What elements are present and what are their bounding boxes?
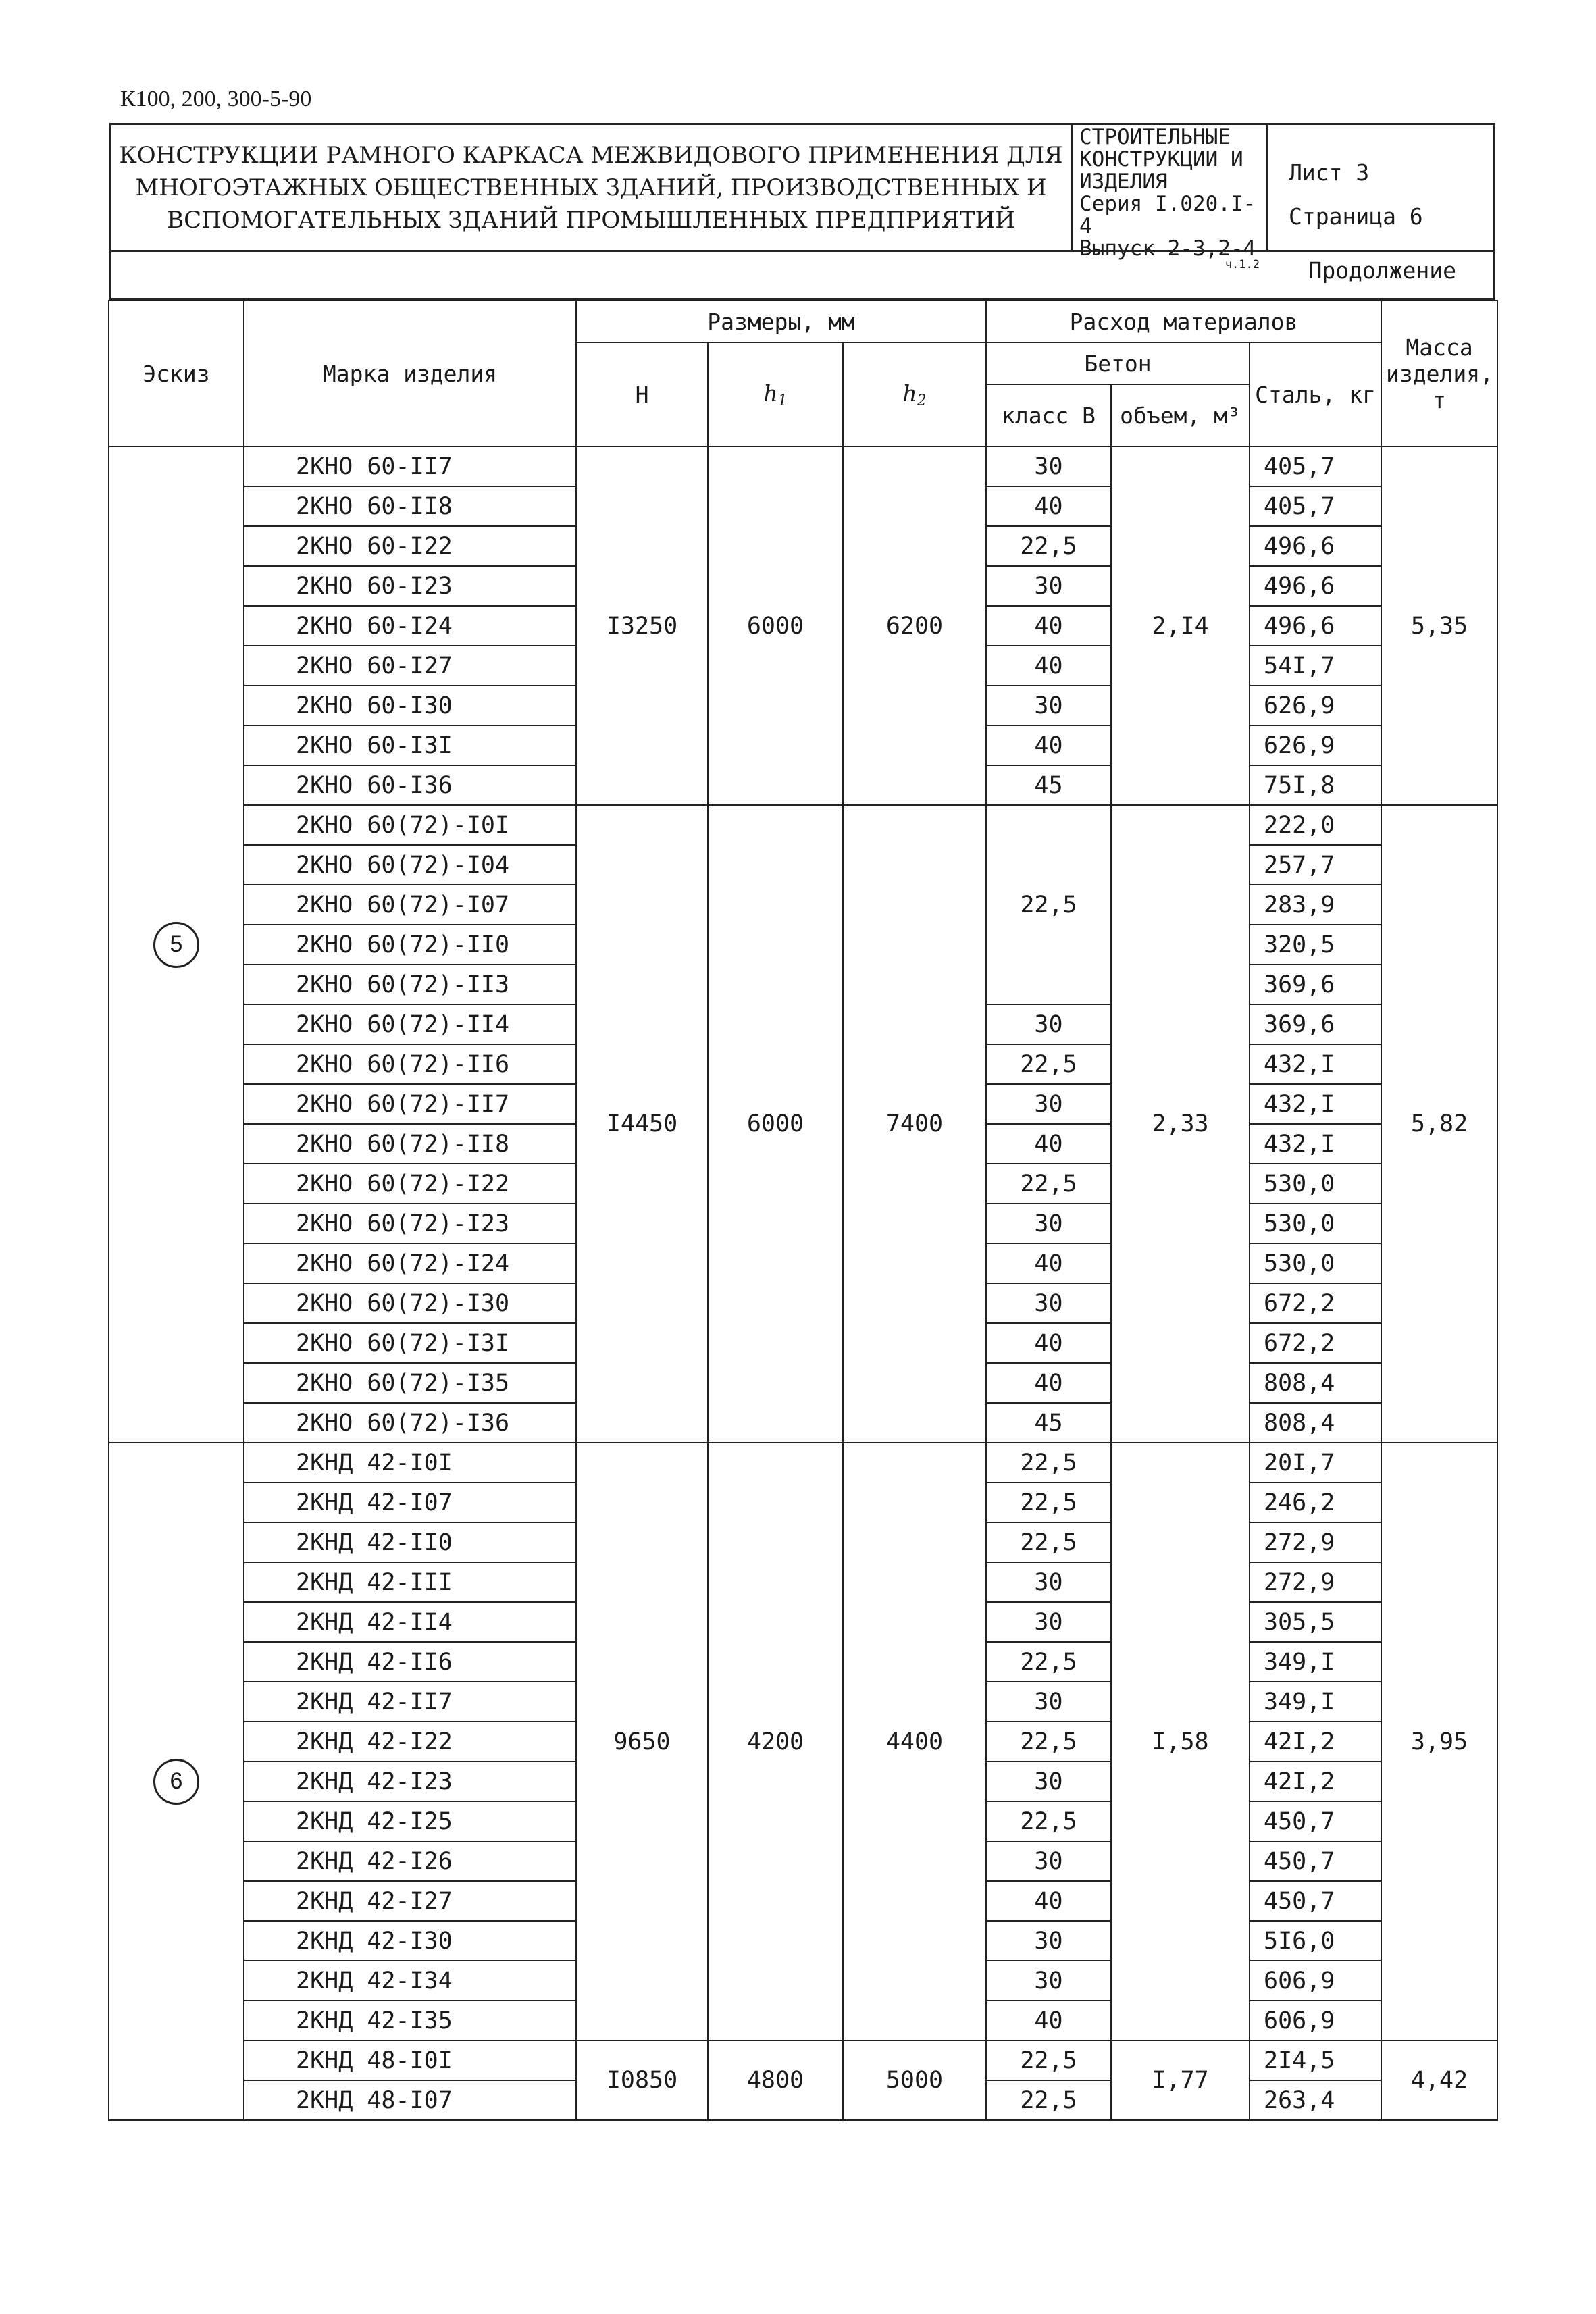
steel-mass: 672,2 (1250, 1323, 1381, 1363)
table-body (109, 446, 1497, 2120)
product-mass: 5,35 (1381, 446, 1497, 805)
product-mark: 2КНО 60(72)-II3 (244, 965, 576, 1004)
product-mark: 2КНД 42-I30 (244, 1921, 576, 1961)
col-mark: Марка изделия (244, 301, 576, 446)
steel-mass: 369,6 (1250, 965, 1381, 1004)
concrete-class: 30 (986, 1961, 1111, 2001)
size-H: 9650 (576, 1443, 708, 2040)
size-H: I3250 (576, 446, 708, 805)
product-mark: 2КНД 42-I34 (244, 1961, 576, 2001)
product-mark: 2КНО 60-I23 (244, 566, 576, 606)
steel-mass: 305,5 (1250, 1602, 1381, 1642)
col-sizes: Размеры, мм (576, 301, 986, 342)
series-line: КОНСТРУКЦИИ И (1079, 147, 1243, 172)
steel-mass: 42I,2 (1250, 1762, 1381, 1801)
concrete-class: 22,5 (986, 1642, 1111, 1682)
col-h2 (843, 342, 986, 446)
concrete-class: 22,5 (986, 1522, 1111, 1562)
product-mark: 2КНО 60(72)-I24 (244, 1243, 576, 1283)
concrete-class: 40 (986, 646, 1111, 686)
title-line: ВСПОМОГАТЕЛЬНЫХ ЗДАНИЙ ПРОМЫШЛЕННЫХ ПРЕДПРИЯТИЙ (167, 206, 1015, 234)
steel-mass: 450,7 (1250, 1841, 1381, 1881)
concrete-class: 40 (986, 606, 1111, 646)
steel-mass: 405,7 (1250, 486, 1381, 526)
concrete-class: 22,5 (986, 2040, 1111, 2080)
concrete-class: 30 (986, 1841, 1111, 1881)
h1-symbol: h (763, 380, 778, 407)
product-mark: 2КНО 60(72)-II0 (244, 925, 576, 965)
steel-mass: 349,I (1250, 1642, 1381, 1682)
steel-mass: 246,2 (1250, 1483, 1381, 1522)
concrete-class: 30 (986, 1004, 1111, 1044)
concrete-class: 30 (986, 1921, 1111, 1961)
steel-mass: 42I,2 (1250, 1722, 1381, 1762)
product-mark: 2КНО 60(72)-I04 (244, 845, 576, 885)
specification-table (108, 300, 1498, 2121)
continuation-row (111, 250, 1493, 300)
concrete-class: 22,5 (986, 1443, 1111, 1483)
concrete-class: 22,5 (986, 1722, 1111, 1762)
concrete-class: 30 (986, 686, 1111, 725)
product-mark: 2КНО 60(72)-I23 (244, 1204, 576, 1243)
steel-mass: 257,7 (1250, 845, 1381, 885)
steel-mass: 808,4 (1250, 1363, 1381, 1403)
steel-mass: 263,4 (1250, 2080, 1381, 2120)
concrete-class: 22,5 (986, 1801, 1111, 1841)
table-row (109, 2040, 1497, 2080)
steel-mass: 369,6 (1250, 1004, 1381, 1044)
concrete-class: 30 (986, 1283, 1111, 1323)
product-mark: 2КНД 42-III (244, 1562, 576, 1602)
document-title (111, 125, 1071, 250)
continuation-label: Продолжение (1308, 257, 1456, 284)
size-h1: 6000 (708, 446, 843, 805)
steel-mass: 530,0 (1250, 1204, 1381, 1243)
concrete-volume: I,58 (1111, 1443, 1250, 2040)
h2-symbol: h (902, 380, 917, 407)
product-mark: 2КНО 60-II7 (244, 446, 576, 486)
concrete-class: 40 (986, 2001, 1111, 2040)
concrete-class: 30 (986, 1762, 1111, 1801)
concrete-class: 22,5 (986, 1044, 1111, 1084)
concrete-volume: I,77 (1111, 2040, 1250, 2120)
sheet-block (1268, 125, 1493, 250)
steel-mass: 222,0 (1250, 805, 1381, 845)
sketch-cell (109, 446, 244, 1443)
page-reference: К100, 200, 300-5-90 (120, 86, 312, 111)
size-H: I4450 (576, 805, 708, 1443)
concrete-class: 40 (986, 1323, 1111, 1363)
product-mark: 2КНД 48-I07 (244, 2080, 576, 2120)
concrete-class: 40 (986, 1363, 1111, 1403)
product-mark: 2КНД 42-II7 (244, 1682, 576, 1722)
title-line: МНОГОЭТАЖНЫХ ОБЩЕСТВЕННЫХ ЗДАНИЙ, ПРОИЗВОДСТВЕННЫХ И (135, 174, 1047, 201)
h2-subscript: 2 (917, 392, 927, 409)
product-mark: 2КНО 60(72)-I36 (244, 1403, 576, 1443)
product-mark: 2КНО 60(72)-I0I (244, 805, 576, 845)
steel-mass: 496,6 (1250, 526, 1381, 566)
product-mark: 2КНО 60-I3I (244, 725, 576, 765)
product-mark: 2КНД 42-I27 (244, 1881, 576, 1921)
product-mark: 2КНО 60(72)-I35 (244, 1363, 576, 1403)
product-mark: 2КНД 42-I07 (244, 1483, 576, 1522)
col-volume: объем, м³ (1111, 384, 1250, 446)
title-block (109, 123, 1495, 300)
product-mark: 2КНО 60(72)-II4 (244, 1004, 576, 1044)
size-h1: 4800 (708, 2040, 843, 2120)
concrete-volume: 2,I4 (1111, 446, 1250, 805)
concrete-class: 30 (986, 1084, 1111, 1124)
series-part: ч.1.2 (1225, 258, 1260, 272)
steel-mass: 432,I (1250, 1124, 1381, 1164)
concrete-class: 45 (986, 1403, 1111, 1443)
steel-mass: 54I,7 (1250, 646, 1381, 686)
product-mark: 2КНО 60(72)-II8 (244, 1124, 576, 1164)
concrete-class: 22,5 (986, 1164, 1111, 1204)
concrete-class: 40 (986, 486, 1111, 526)
concrete-class: 22,5 (986, 805, 1111, 1004)
concrete-class: 30 (986, 1562, 1111, 1602)
product-mass: 5,82 (1381, 805, 1497, 1443)
product-mark: 2КНО 60(72)-II6 (244, 1044, 576, 1084)
steel-mass: 606,9 (1250, 1961, 1381, 2001)
steel-mass: 530,0 (1250, 1164, 1381, 1204)
concrete-class: 40 (986, 1243, 1111, 1283)
product-mark: 2КНО 60(72)-II7 (244, 1084, 576, 1124)
size-h2: 5000 (843, 2040, 986, 2120)
steel-mass: 20I,7 (1250, 1443, 1381, 1483)
steel-mass: 75I,8 (1250, 765, 1381, 805)
concrete-class: 40 (986, 725, 1111, 765)
sketch-cell (109, 1443, 244, 2120)
product-mark: 2КНД 42-II6 (244, 1642, 576, 1682)
steel-mass: 672,2 (1250, 1283, 1381, 1323)
col-sketch: Эскиз (109, 301, 244, 446)
concrete-class: 30 (986, 566, 1111, 606)
steel-mass: 405,7 (1250, 446, 1381, 486)
concrete-class: 30 (986, 1204, 1111, 1243)
concrete-class: 22,5 (986, 2080, 1111, 2120)
product-mark: 2КНД 42-I23 (244, 1762, 576, 1801)
product-mark: 2КНО 60-I27 (244, 646, 576, 686)
steel-mass: 320,5 (1250, 925, 1381, 965)
concrete-class: 45 (986, 765, 1111, 805)
table-row (109, 1443, 1497, 1483)
title-line: КОНСТРУКЦИИ РАМНОГО КАРКАСА МЕЖВИДОВОГО ПРИМЕНЕНИЯ ДЛЯ (119, 141, 1063, 169)
series-line: ИЗДЕЛИЯ (1079, 170, 1168, 194)
steel-mass: 626,9 (1250, 686, 1381, 725)
steel-mass: 283,9 (1250, 885, 1381, 925)
product-mark: 2КНО 60(72)-I22 (244, 1164, 576, 1204)
product-mark: 2КНО 60-I24 (244, 606, 576, 646)
product-mark: 2КНД 42-II0 (244, 1522, 576, 1562)
steel-mass: 349,I (1250, 1682, 1381, 1722)
product-mark: 2КНД 42-I35 (244, 2001, 576, 2040)
series-line: Серия I.020.I-4 (1079, 192, 1256, 238)
steel-mass: 450,7 (1250, 1881, 1381, 1921)
col-concrete: Бетон (986, 342, 1250, 384)
series-line: СТРОИТЕЛЬНЫЕ (1079, 125, 1231, 149)
product-mark: 2КНД 42-I0I (244, 1443, 576, 1483)
col-H: Н (576, 342, 708, 446)
product-mark: 2КНД 42-I25 (244, 1801, 576, 1841)
concrete-class: 40 (986, 1124, 1111, 1164)
product-mark: 2КНО 60-II8 (244, 486, 576, 526)
col-materials: Расход материалов (986, 301, 1381, 342)
table-row (109, 446, 1497, 486)
product-mark: 2КНД 42-I26 (244, 1841, 576, 1881)
steel-mass: 2I4,5 (1250, 2040, 1381, 2080)
product-mark: 2КНД 42-I22 (244, 1722, 576, 1762)
product-mass: 3,95 (1381, 1443, 1497, 2040)
sketch-number-circle: 5 (153, 922, 199, 968)
concrete-class: 30 (986, 446, 1111, 486)
product-mark: 2КНО 60-I22 (244, 526, 576, 566)
concrete-class: 22,5 (986, 1483, 1111, 1522)
steel-mass: 496,6 (1250, 566, 1381, 606)
sketch-number-circle: 6 (153, 1759, 199, 1805)
steel-mass: 450,7 (1250, 1801, 1381, 1841)
steel-mass: 272,9 (1250, 1522, 1381, 1562)
size-h2: 6200 (843, 446, 986, 805)
table-row (109, 805, 1497, 845)
product-mark: 2КНО 60-I36 (244, 765, 576, 805)
series-block (1071, 125, 1268, 272)
col-steel: Сталь, кг (1250, 342, 1381, 446)
col-mass: Масса изделия, т (1381, 301, 1497, 446)
h1-subscript: 1 (777, 392, 788, 409)
page-number: Страница 6 (1289, 203, 1423, 230)
steel-mass: 272,9 (1250, 1562, 1381, 1602)
steel-mass: 5I6,0 (1250, 1921, 1381, 1961)
steel-mass: 432,I (1250, 1044, 1381, 1084)
steel-mass: 432,I (1250, 1084, 1381, 1124)
steel-mass: 530,0 (1250, 1243, 1381, 1283)
size-h2: 7400 (843, 805, 986, 1443)
concrete-class: 30 (986, 1682, 1111, 1722)
concrete-class: 30 (986, 1602, 1111, 1642)
col-h1 (708, 342, 843, 446)
col-class: класс В (986, 384, 1111, 446)
concrete-class: 22,5 (986, 526, 1111, 566)
size-H: I0850 (576, 2040, 708, 2120)
size-h2: 4400 (843, 1443, 986, 2040)
product-mark: 2КНО 60(72)-I07 (244, 885, 576, 925)
sheet-number: Лист 3 (1289, 159, 1370, 186)
product-mark: 2КНО 60(72)-I3I (244, 1323, 576, 1363)
product-mark: 2КНО 60-I30 (244, 686, 576, 725)
concrete-volume: 2,33 (1111, 805, 1250, 1443)
steel-mass: 626,9 (1250, 725, 1381, 765)
steel-mass: 496,6 (1250, 606, 1381, 646)
size-h1: 6000 (708, 805, 843, 1443)
product-mark: 2КНД 48-I0I (244, 2040, 576, 2080)
steel-mass: 606,9 (1250, 2001, 1381, 2040)
product-mark: 2КНО 60(72)-I30 (244, 1283, 576, 1323)
product-mark: 2КНД 42-II4 (244, 1602, 576, 1642)
size-h1: 4200 (708, 1443, 843, 2040)
product-mass: 4,42 (1381, 2040, 1497, 2120)
series-line: Выпуск 2-3,2-4 (1079, 236, 1256, 261)
steel-mass: 808,4 (1250, 1403, 1381, 1443)
concrete-class: 40 (986, 1881, 1111, 1921)
